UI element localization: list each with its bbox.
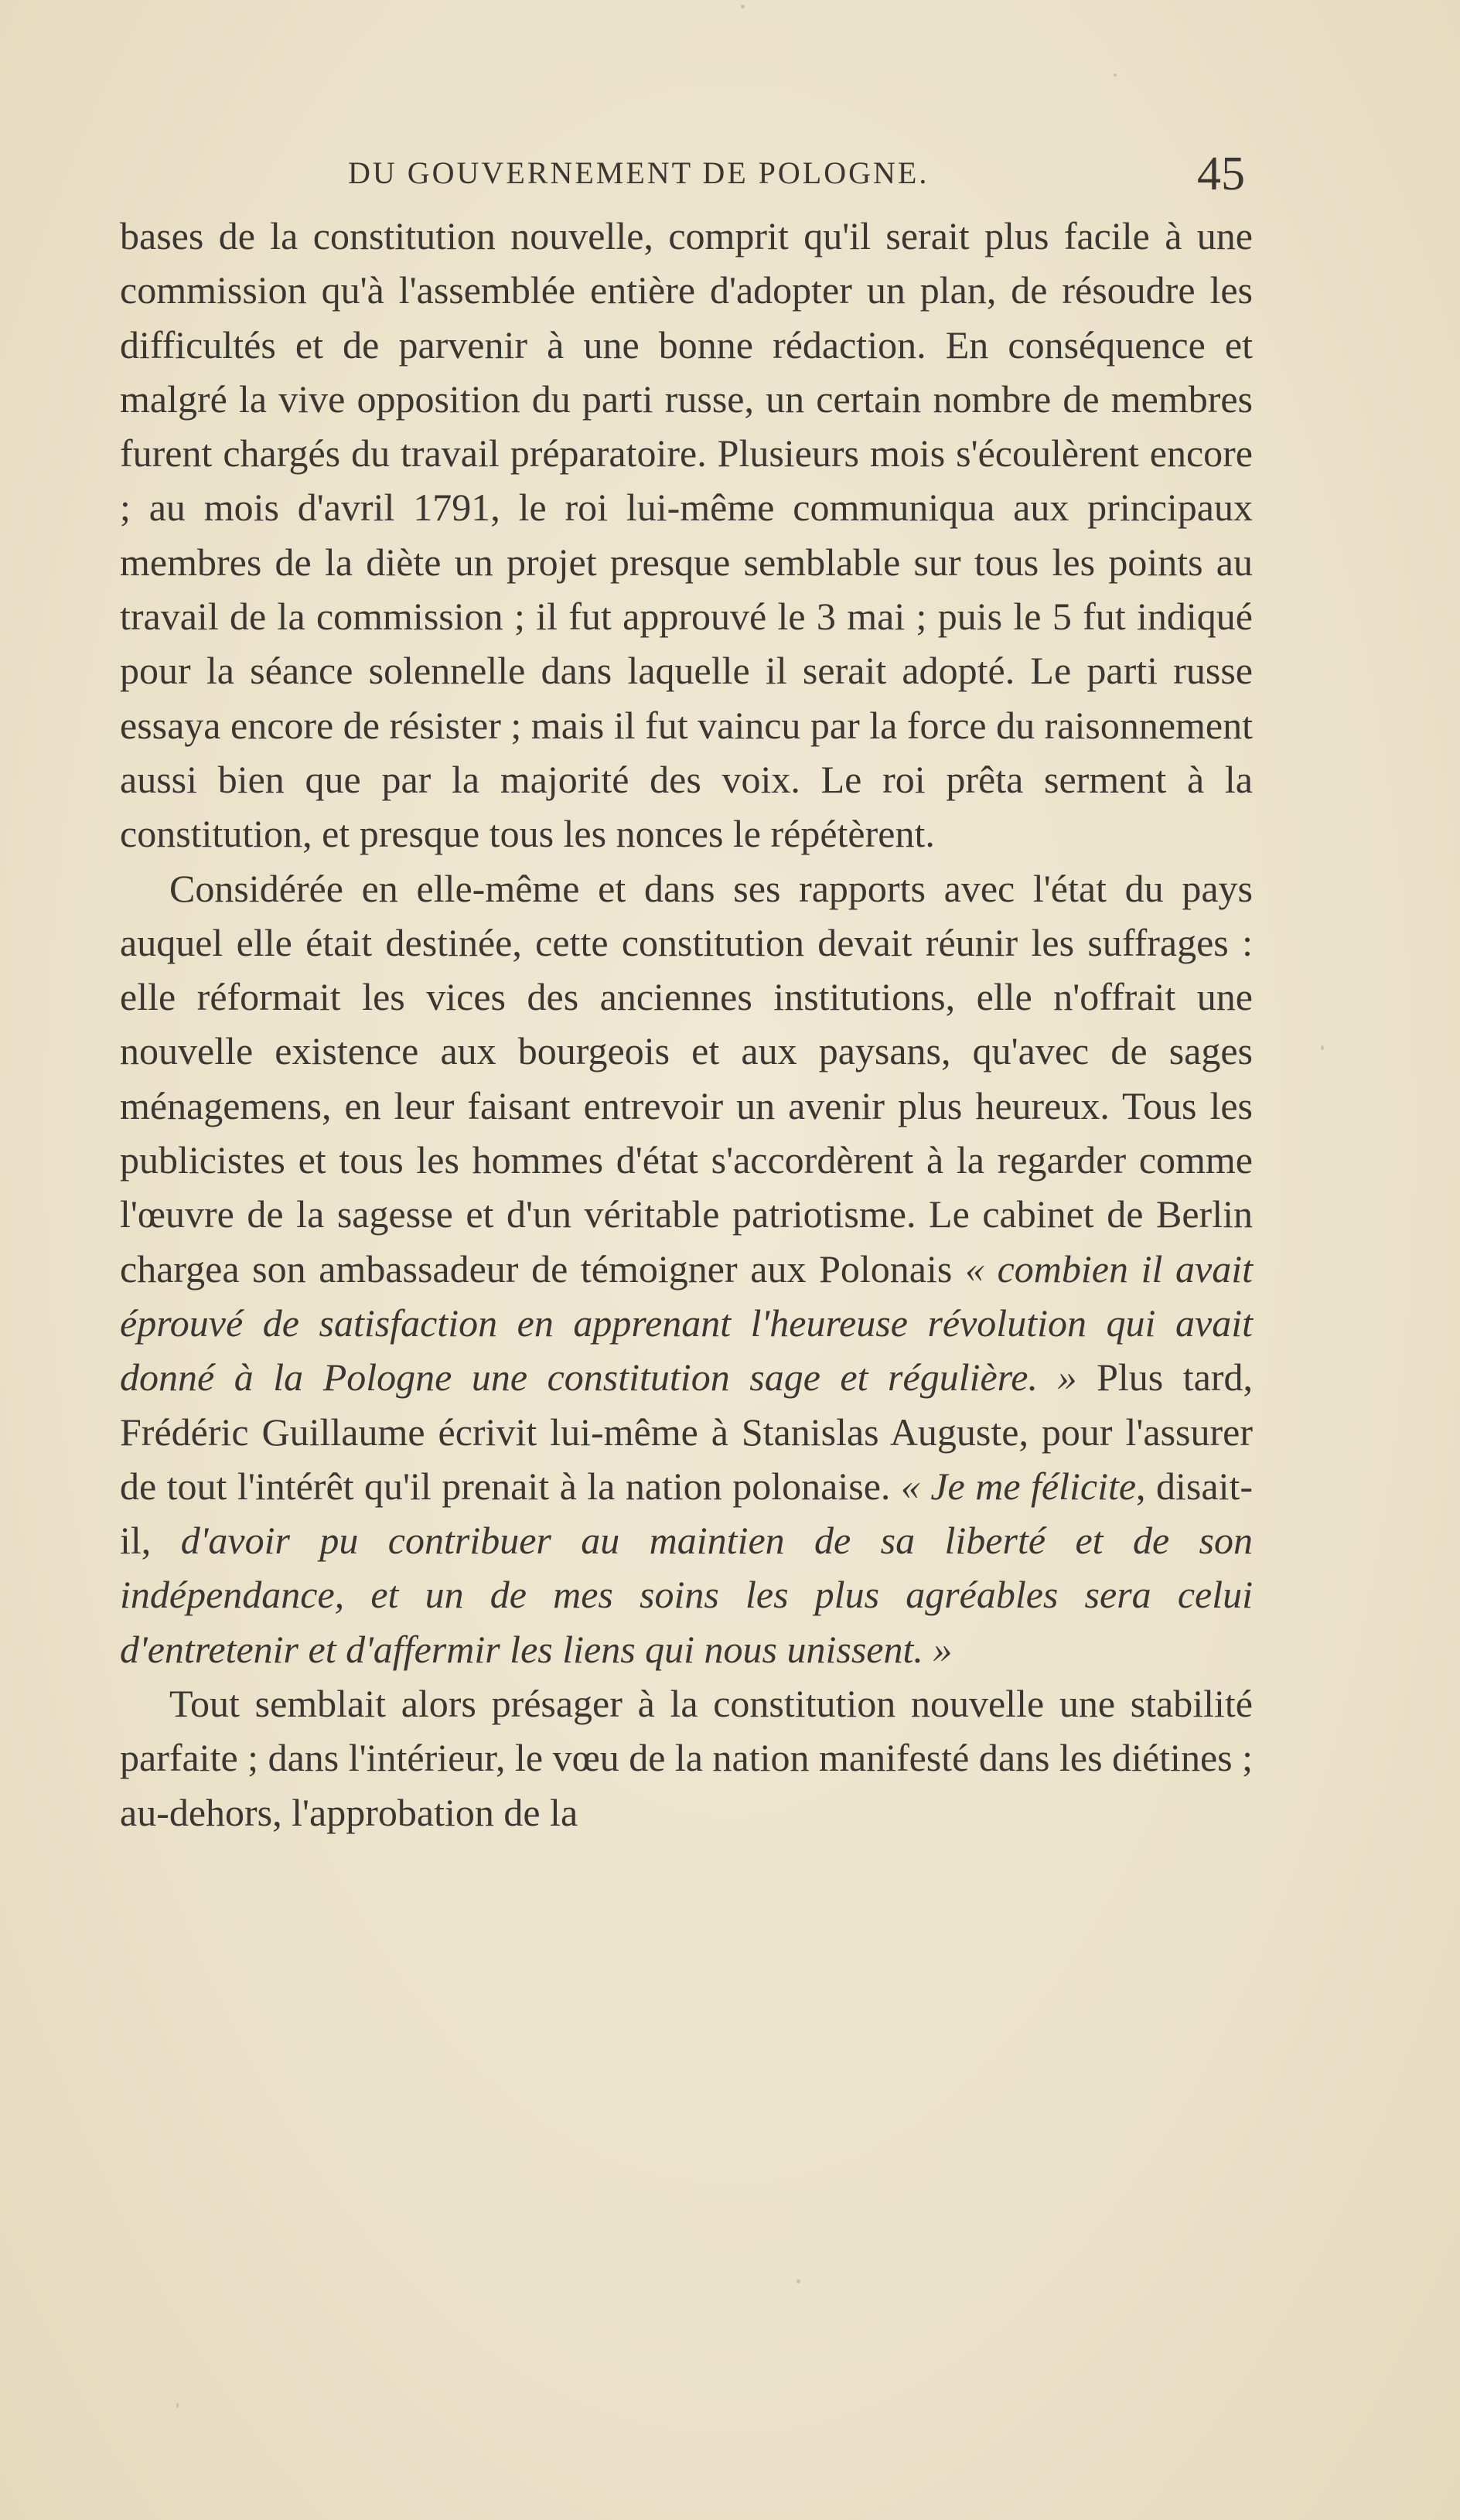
paragraph-2-text-mid: , disait-il, [120,1464,1253,1563]
body-text [120,209,1253,1840]
paper-fleck [741,5,745,9]
paper-fleck [797,2280,800,2283]
paper-fleck [176,2403,179,2408]
paper-fleck [1114,73,1117,77]
page-number: 45 [1197,148,1245,200]
paper-fleck [1321,1045,1324,1050]
paragraph-2 [120,861,1253,1676]
paragraph-1: bases de la constitution nouvelle, comprit qu'il serait plus facile à une commission qu'à l'assemblée entière d'adopter un plan, de résoudre les difficultés et de parvenir à une bonne rédaction. En conséquence et malgré la vive opposition du parti russe, un certain nombre de membres furent chargés du travail préparatoire. Plusieurs mois s'écoulèrent encore ; au mois d'avril 1791, le roi lui-même communiqua aux principaux membres de la diète un projet presque semblable sur tous les points au travail de la commission ; il fut approuvé le 3 mai ; puis le 5 fut indiqué pour la séance solennelle dans laquelle il serait adopté. Le parti russe essaya encore de résister ; mais il fut vaincu par la force du raisonnement aussi bien que par la majorité des voix. Le roi prêta serment à la constitution, et presque tous les nonces le répétèrent. [120,214,1253,856]
prussian-cabinet-quote: « combien il avait éprouvé de satisfaction en apprenant l'heureuse révolution qui avait donné à la Pologne une constitution sage et régulière. » [120,1246,1254,1400]
running-title: DU GOUVERNEMENT DE POLOGNE. [348,155,930,190]
king-letter-quote-open: « Je me félicite [900,1464,1137,1508]
king-letter-quote: d'avoir pu contribuer au maintien de sa liberté et de son indépendance, et un de mes soins les plus agréables sera celui d'entretenir et d'affermir les liens qui nous unissent. » [120,1519,1254,1671]
paragraph-3: Tout semblait alors présager à la constitution nouvelle une stabilité parfaite ; dans l'intérieur, le vœu de la nation manifesté dans les diétines ; au-dehors, l'approbation de la [120,1682,1253,1834]
running-head [116,147,1245,201]
paragraph-2-text-a: Considérée en elle-même et dans ses rapports avec l'état du pays auquel elle était destinée, cette constitution devait réunir les suffrages : elle réformait les vices des anciennes institutions, elle n'offrait une nouvelle existence aux bourgeois et aux paysans, qu'avec de sages ménagemens, en leur faisant entrevoir un avenir plus heureux. Tous les publicistes et tous les hommes d'état s'accordèrent à la regarder comme l'œuvre de la sagesse et d'un véritable patriotisme. Le cabinet de Berlin chargea son ambassadeur de témoigner aux Polonais [120,866,1253,1291]
paragraph-2-text-b: Plus tard, Frédéric Guillaume écrivit lui-même à Stanislas Auguste, pour l'assurer de tout l'intérêt qu'il prenait à la nation polonaise. [120,1355,1253,1508]
